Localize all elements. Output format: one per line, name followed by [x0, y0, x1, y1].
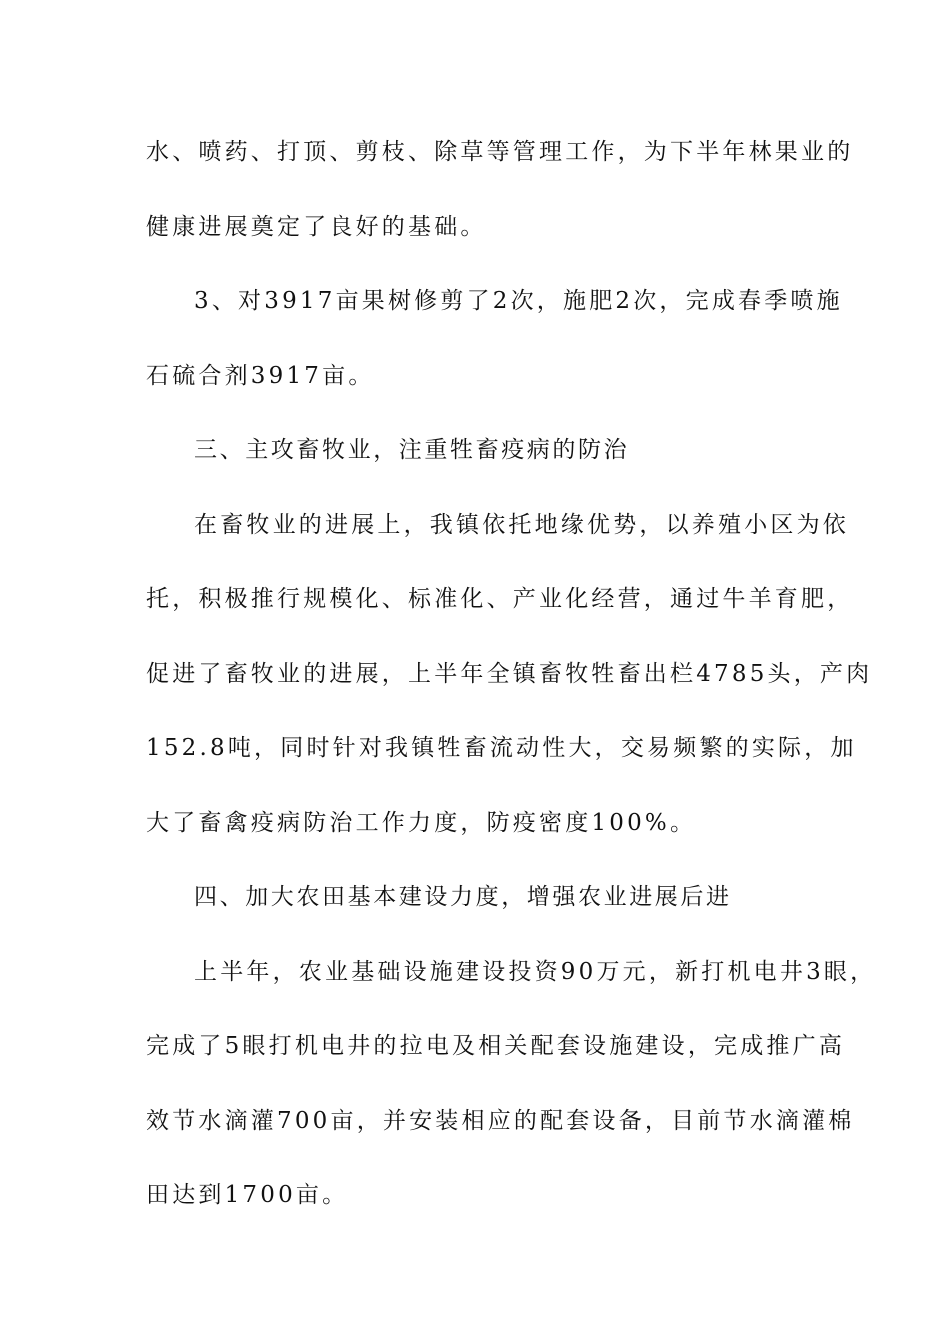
text-line: 效节水滴灌700亩，并安装相应的配套设备，目前节水滴灌棉	[146, 1107, 855, 1134]
text-line: 托，积极推行规模化、标准化、产业化经营，通过牛羊育肥，	[146, 586, 854, 612]
document-body	[146, 124, 877, 1242]
text-line: 促进了畜牧业的进展，上半年全镇畜牧牲畜出栏4785头，产肉	[146, 660, 873, 687]
text-line: 上半年，农业基础设施建设投资90万元，新打机电井3眼，	[194, 958, 877, 985]
text-line: 3、对3917亩果树修剪了2次，施肥2次，完成春季喷施	[194, 288, 843, 314]
section-heading: 四、加大农田基本建设力度，增强农业进展后进	[194, 884, 732, 910]
text-line: 152.8吨，同时针对我镇牲畜流动性大，交易频繁的实际，加	[146, 735, 857, 761]
text-line: 健康进展奠定了良好的基础。	[146, 213, 487, 240]
text-line: 水、喷药、打顶、剪枝、除草等管理工作，为下半年林果业的	[146, 139, 854, 165]
section-heading: 三、主攻畜牧业，注重牲畜疫病的防治	[194, 437, 630, 463]
text-line: 田达到1700亩。	[146, 1182, 349, 1208]
text-line: 在畜牧业的进展上，我镇依托地缘优势，以养殖小区为依	[194, 511, 849, 538]
text-line: 完成了5眼打机电井的拉电及相关配套设施建设，完成推广高	[146, 1033, 846, 1059]
text-line: 石硫合剂3917亩。	[146, 362, 375, 389]
text-line: 大了畜禽疫病防治工作力度，防疫密度100%。	[146, 809, 697, 836]
